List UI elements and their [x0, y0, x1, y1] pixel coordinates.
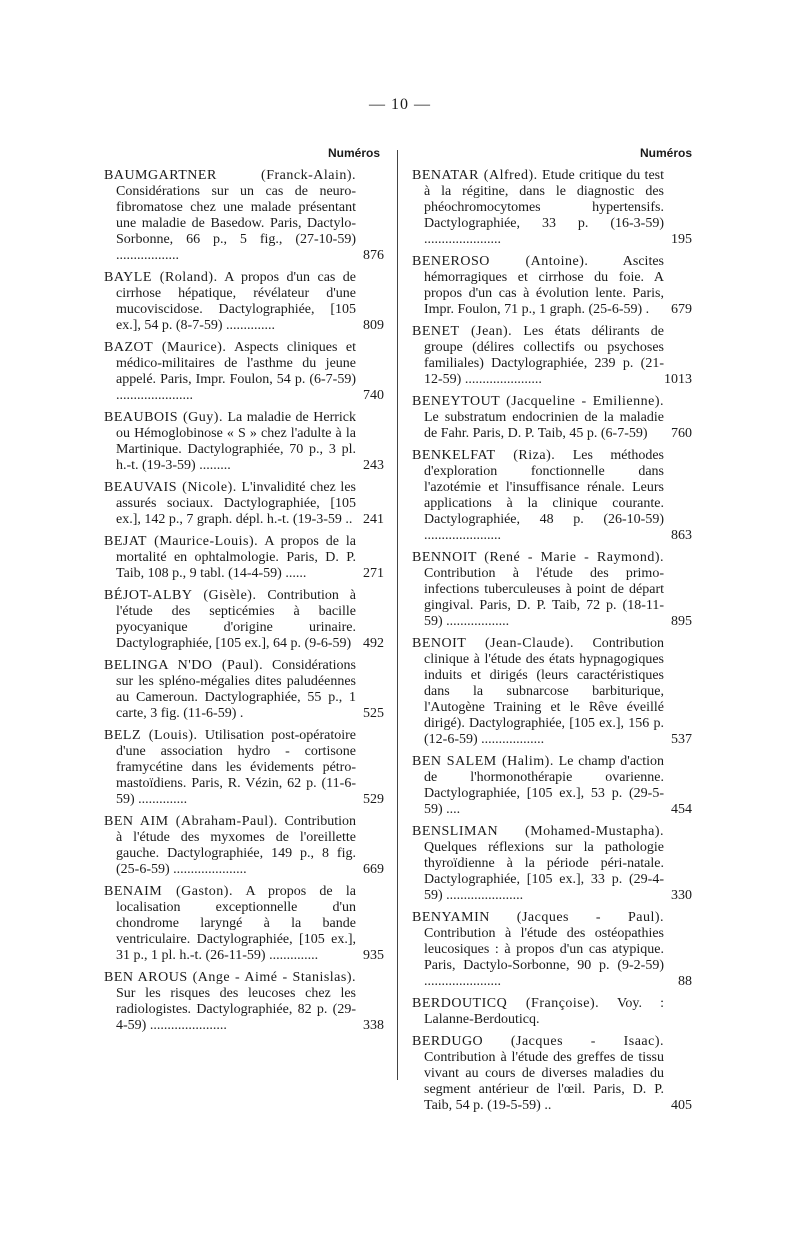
entry-author: BEN AIM (Abraham-Paul).: [104, 814, 278, 829]
index-entry: [412, 636, 692, 748]
entry-author: BEAUVAIS (Nicole).: [104, 480, 237, 495]
entry-author: BERDUGO (Jacques - Isaac).: [412, 1034, 664, 1049]
index-entry: [412, 910, 692, 990]
entry-description: Aspects cliniques et médico-militaires de l'asthme du jeune appelé. Paris, Impr. Foulon, 54 p. (6-7-59) ......................: [116, 340, 357, 403]
entry-author: BENOIT (Jean-Claude).: [412, 636, 575, 651]
index-entry: [412, 1034, 692, 1114]
entry-author: BEN SALEM (Halim).: [412, 754, 554, 769]
entry-author: BENAIM (Gaston).: [104, 884, 233, 899]
index-entry: [104, 884, 384, 964]
entry-author: BAUMGARTNER (Franck-Alain).: [104, 168, 356, 183]
index-entry: [104, 728, 384, 808]
index-entry: [412, 754, 692, 818]
entry-author: BENYAMIN (Jacques - Paul).: [412, 910, 664, 925]
entry-author: BERDOUTICQ (Françoise).: [412, 996, 600, 1011]
entry-number: 809: [363, 318, 384, 333]
column-header-left: Numéros: [328, 146, 381, 160]
entry-description: Les états délirants de groupe (délires collectifs ou psychoses familiales) Dactylographiée, 239 p. (21-12-59) ......................: [424, 324, 665, 387]
entry-author: BELZ (Louis).: [104, 728, 198, 743]
entry-number: 740: [363, 388, 384, 403]
entry-number: 895: [671, 614, 692, 629]
entry-author: BENKELFAT (Riza).: [412, 448, 556, 463]
index-entry: [104, 588, 384, 652]
entry-author: BEN AROUS (Ange - Aimé - Stanislas).: [104, 970, 356, 985]
entry-description: Contribution à l'étude des ostéopathies leucosiques : à propos d'un cas atypique. Paris, Dactylo-Sorbonne, 90 p. (9-2-59) ......................: [424, 926, 664, 989]
entry-author: BEJAT (Maurice-Louis).: [104, 534, 259, 549]
page-number: — 10 —: [369, 96, 431, 113]
entry-number: 492: [363, 636, 384, 651]
index-entry: [412, 324, 692, 388]
entry-description: Utilisation post-opératoire d'une association hydro - cortisone framycétine dans les évidements pétro-mastoïdiens. Paris, R. Vézin, 62 p. (11-6-59) ..............: [116, 728, 356, 807]
entry-number: 876: [363, 248, 384, 263]
entry-number: 88: [678, 974, 692, 989]
index-entry: [412, 824, 692, 904]
entry-author: BEAUBOIS (Guy).: [104, 410, 223, 425]
entry-author: BAZOT (Maurice).: [104, 340, 227, 355]
entry-number: 525: [363, 706, 384, 721]
entry-author: BELINGA N'DO (Paul).: [104, 658, 264, 673]
index-entry: [104, 340, 384, 404]
entry-number: 405: [671, 1098, 692, 1113]
entry-description: A propos de la localisation exceptionnelle d'un chondrome laryngé à la bande ventriculaire. Dactylographiée, [105 ex.], 31 p., 1 pl. h.-t. (26-11-59) ..............: [116, 884, 356, 963]
entry-number: 529: [363, 792, 384, 807]
index-entry: [412, 168, 692, 248]
entry-description: Sur les risques des leucoses chez les radiologistes. Dactylographiée, 82 p. (29-4-59) ......................: [116, 986, 356, 1033]
entry-description: Contribution à l'étude des primo-infections tuberculeuses à point de départ gingival. Paris, D. P. Taib, 72 p. (18-11-59) ..................: [424, 566, 664, 629]
right-column: [412, 168, 692, 1120]
entry-number: 935: [363, 948, 384, 963]
entry-description: Contribution à l'étude des greffes de tissu vivant au cours de diverses maladies du segment antérieur de l'œil. Paris, D. P. Taib, 54 p. (19-5-59) ..: [424, 1050, 664, 1113]
left-column: [104, 168, 384, 1040]
entry-description: Le champ d'action de l'hormonothérapie ovarienne. Dactylographiée, [105 ex.], 53 p. (29-5-59) ....: [424, 754, 665, 817]
entry-number: 1013: [664, 372, 692, 387]
entry-description: Contribution à l'étude des septicémies à bacille pyocyanique d'origine urinaire. Dactylographiée, [105 ex.], 64 p. (9-6-59): [116, 588, 357, 651]
entry-author: BENATAR (Alfred).: [412, 168, 538, 183]
column-divider: [397, 150, 398, 1080]
entry-description: Les méthodes d'exploration fonctionnelle dans l'azotémie et l'insuffisance rénale. Leurs applications à la clinique courante. Dactylographiée, 48 p. (26-10-59) ......................: [424, 448, 664, 543]
entry-number: 271: [363, 566, 384, 581]
entry-author: BENSLIMAN (Mohamed-Mustapha).: [412, 824, 664, 839]
entry-number: 863: [671, 528, 692, 543]
index-entry: [104, 814, 384, 878]
index-entry: [104, 658, 384, 722]
index-entry: [104, 480, 384, 528]
entry-description: A propos de la mortalité en ophtalmologie. Paris, D. P. Taib, 108 p., 9 tabl. (14-4-59) ......: [116, 534, 356, 581]
entry-number: 241: [363, 512, 384, 527]
entry-description: Contribution clinique à l'étude des états hypnagogiques induits et dirigés (leurs caractéristiques dans la subnarcose barbiturique, l'Autogène Training et le Rêve éveillé dirigé). Dactylographiée, [105 ex.], 156 p. (12-6-59) ..................: [424, 636, 664, 747]
entry-number: 760: [671, 426, 692, 441]
index-entry: [104, 270, 384, 334]
entry-number: 243: [363, 458, 384, 473]
index-entry: [104, 168, 384, 264]
entry-description: Etude critique du test à la régitine, dans le diagnostic des phéochromocytomes hypertensifs. Dactylographiée, 33 p. (16-3-59) ......................: [424, 168, 664, 247]
entry-number: 679: [671, 302, 692, 317]
index-entry: [412, 394, 692, 442]
entry-number: 454: [671, 802, 692, 817]
column-header-right: Numéros: [640, 146, 693, 160]
entry-number: 195: [671, 232, 692, 247]
index-entry: [412, 550, 692, 630]
index-entry: [104, 410, 384, 474]
index-entry: [412, 254, 692, 318]
entry-description: La maladie de Herrick ou Hémoglobinose « S » chez l'adulte à la Martinique. Dactylographiée, 70 p., 3 pl. h.-t. (19-3-59) .........: [116, 410, 356, 473]
entry-description: Le substratum endocrinien de la maladie de Fahr. Paris, D. P. Taib, 45 p. (6-7-59): [424, 410, 664, 441]
entry-author: BAYLE (Roland).: [104, 270, 218, 285]
entry-description: Voy. : Lalanne-Berdouticq.: [424, 996, 664, 1027]
index-entry: [104, 970, 384, 1034]
entry-author: BENET (Jean).: [412, 324, 513, 339]
entry-author: BENNOIT (René - Marie - Raymond).: [412, 550, 664, 565]
entry-author: BENEROSO (Antoine).: [412, 254, 589, 269]
entry-description: Quelques réflexions sur la pathologie thyroïdienne à la période péri-natale. Dactylographiée, [105 ex.], 33 p. (29-4-59) ......................: [424, 840, 664, 903]
entry-description: Considérations sur un cas de neuro-fibromatose chez une malade présentant une maladie de Basedow. Paris, Dactylo-Sorbonne, 66 p., 5 fig., (27-10-59) ..................: [116, 184, 356, 263]
entry-description: A propos d'un cas de cirrhose hépatique, révélateur d'une mucoviscidose. Dactylographiée, [105 ex.], 54 p. (8-7-59) ..............: [116, 270, 356, 333]
index-entry: [412, 448, 692, 544]
entry-number: 330: [671, 888, 692, 903]
entry-description: Considérations sur les spléno-mégalies dites paludéennes au Cameroun. Dactylographiée, 55 p., 1 carte, 3 fig. (11-6-59) .: [116, 658, 356, 721]
entry-author: BÉJOT-ALBY (Gisèle).: [104, 588, 257, 603]
entry-number: 537: [671, 732, 692, 747]
entry-description: Ascites hémorragiques et cirrhose du foie. A propos d'un cas à évolution lente. Paris, Impr. Foulon, 71 p., 1 graph. (25-6-59) .: [424, 254, 664, 317]
index-entry: [412, 996, 664, 1028]
entry-description: Contribution à l'étude des myxomes de l'oreillette gauche. Dactylographiée, 149 p., 8 fig. (25-6-59) .....................: [116, 814, 356, 877]
entry-author: BENEYTOUT (Jacqueline - Emilienne).: [412, 394, 664, 409]
entry-number: 338: [363, 1018, 384, 1033]
entry-description: L'invalidité chez les assurés sociaux. Dactylographiée, [105 ex.], 142 p., 7 graph. dépl. h.-t. (19-3-59 ..: [116, 480, 356, 527]
entry-number: 669: [363, 862, 384, 877]
index-entry: [104, 534, 384, 582]
